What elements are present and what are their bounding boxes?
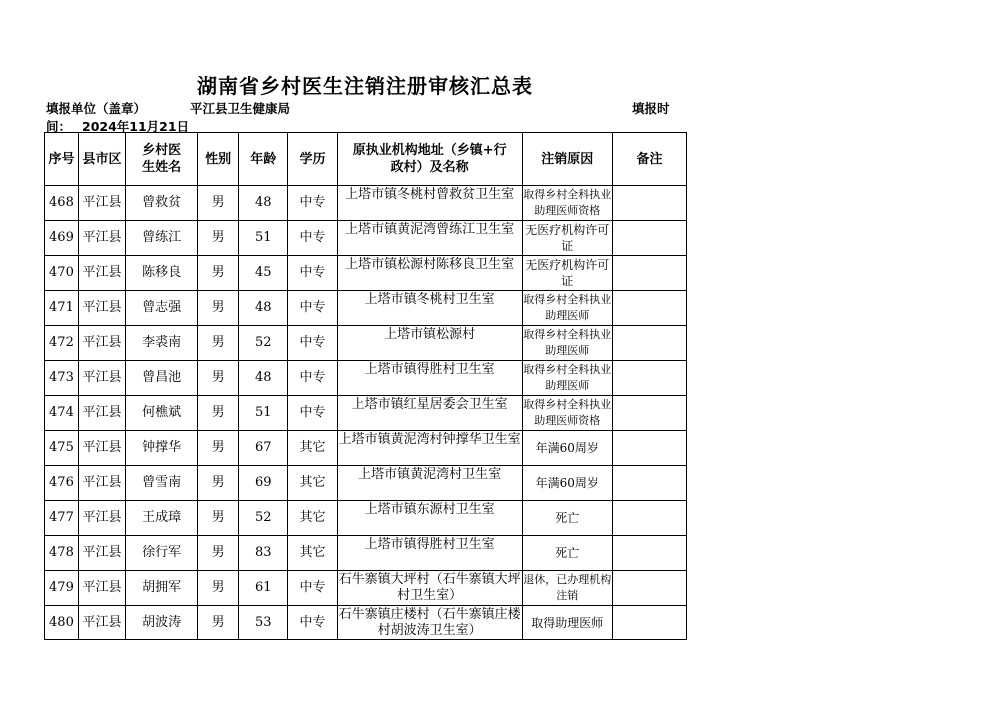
cell-edu: 中专 <box>288 606 337 640</box>
header-edu: 学历 <box>288 133 337 186</box>
reason-text: 取得乡村全科执业助理医师 <box>523 293 612 322</box>
reason-text: 取得乡村全科执业助理医师资格 <box>523 398 612 427</box>
reason-text: 死亡 <box>555 546 580 560</box>
cell-county: 平江县 <box>78 396 125 431</box>
reason-text: 无医疗机构许可证 <box>525 223 610 253</box>
cell-seq: 477 <box>45 501 79 536</box>
cell-addr <box>337 291 522 326</box>
header-note: 备注 <box>612 133 686 186</box>
addr-text: 上塔市镇得胜村卫生室 <box>364 362 495 377</box>
cell-edu: 中专 <box>288 571 337 606</box>
table-row <box>45 326 687 361</box>
addr-text: 石牛寨镇大坪村（石牛寨镇大坪村卫生室） <box>338 572 521 603</box>
cell-addr <box>337 606 522 640</box>
cell-gender: 男 <box>198 396 239 431</box>
cell-age: 52 <box>239 326 288 361</box>
cell-reason <box>522 256 612 291</box>
addr-text: 上塔市镇得胜村卫生室 <box>364 537 495 552</box>
cell-age: 51 <box>239 221 288 256</box>
cell-seq: 475 <box>45 431 79 466</box>
deregistration-table <box>44 132 687 640</box>
reason-text: 取得乡村全科执业助理医师 <box>523 363 612 392</box>
reason-text: 退休，已办理机构注销 <box>523 573 612 602</box>
cell-name: 曾昌池 <box>126 361 198 396</box>
cell-age: 52 <box>239 501 288 536</box>
cell-edu: 中专 <box>288 291 337 326</box>
cell-edu: 中专 <box>288 361 337 396</box>
reason-text: 取得乡村全科执业助理医师 <box>523 328 612 357</box>
addr-text: 石牛寨镇庄楼村（石牛寨镇庄楼村胡波涛卫生室） <box>338 606 521 638</box>
cell-age: 48 <box>239 186 288 221</box>
cell-county: 平江县 <box>78 536 125 571</box>
header-age: 年龄 <box>239 133 288 186</box>
cell-note <box>612 536 686 571</box>
cell-edu: 中专 <box>288 256 337 291</box>
cell-seq: 468 <box>45 186 79 221</box>
time-label: 填报时 <box>632 101 670 116</box>
reason-text: 取得助理医师 <box>531 615 604 630</box>
cell-county: 平江县 <box>78 221 125 256</box>
cell-county: 平江县 <box>78 431 125 466</box>
header-name-text: 乡村医生姓名 <box>142 143 182 175</box>
cell-county: 平江县 <box>78 466 125 501</box>
cell-seq: 470 <box>45 256 79 291</box>
cell-age: 67 <box>239 431 288 466</box>
cell-edu: 中专 <box>288 396 337 431</box>
header-name <box>126 133 198 186</box>
reason-text: 无医疗机构许可证 <box>525 258 610 288</box>
cell-gender: 男 <box>198 536 239 571</box>
page-title: 湖南省乡村医生注销注册审核汇总表 <box>197 74 533 98</box>
reason-text: 取得乡村全科执业助理医师资格 <box>523 188 612 217</box>
cell-name: 陈移良 <box>126 256 198 291</box>
cell-note <box>612 606 686 640</box>
cell-reason <box>522 361 612 396</box>
cell-age: 83 <box>239 536 288 571</box>
report-date: 2024年11月21日 <box>82 119 190 134</box>
cell-addr <box>337 431 522 466</box>
cell-gender: 男 <box>198 326 239 361</box>
addr-text: 上塔市镇松源村 <box>384 327 476 342</box>
cell-name: 胡拥军 <box>126 571 198 606</box>
table-row <box>45 606 687 640</box>
table-row <box>45 501 687 536</box>
cell-addr <box>337 501 522 536</box>
addr-text: 上塔市镇黄泥湾村钟撑华卫生室 <box>338 432 521 447</box>
cell-edu: 其它 <box>288 536 337 571</box>
cell-age: 48 <box>239 291 288 326</box>
cell-reason <box>522 396 612 431</box>
cell-county: 平江县 <box>78 571 125 606</box>
cell-addr <box>337 466 522 501</box>
cell-name: 曾雪南 <box>126 466 198 501</box>
cell-addr <box>337 536 522 571</box>
cell-seq: 469 <box>45 221 79 256</box>
cell-addr <box>337 326 522 361</box>
cell-edu: 其它 <box>288 431 337 466</box>
cell-note <box>612 256 686 291</box>
cell-reason <box>522 571 612 606</box>
cell-note <box>612 186 686 221</box>
cell-reason <box>522 186 612 221</box>
table-row <box>45 536 687 571</box>
cell-county: 平江县 <box>78 361 125 396</box>
cell-note <box>612 361 686 396</box>
table-row <box>45 431 687 466</box>
table-row <box>45 396 687 431</box>
cell-edu: 中专 <box>288 326 337 361</box>
cell-addr <box>337 221 522 256</box>
cell-gender: 男 <box>198 256 239 291</box>
table-row <box>45 291 687 326</box>
cell-note <box>612 326 686 361</box>
cell-county: 平江县 <box>78 606 125 640</box>
addr-text: 上塔市镇东源村卫生室 <box>364 502 495 517</box>
cell-gender: 男 <box>198 501 239 536</box>
table-row <box>45 221 687 256</box>
reason-text: 年满60周岁 <box>535 476 599 490</box>
cell-gender: 男 <box>198 361 239 396</box>
header-row <box>45 133 687 186</box>
cell-seq: 473 <box>45 361 79 396</box>
cell-gender: 男 <box>198 466 239 501</box>
cell-note <box>612 431 686 466</box>
reason-text: 死亡 <box>555 511 580 525</box>
cell-edu: 其它 <box>288 501 337 536</box>
addr-text: 上塔市镇红星居委会卫生室 <box>351 397 508 412</box>
cell-addr <box>337 396 522 431</box>
cell-seq: 480 <box>45 606 79 640</box>
cell-name: 李裘南 <box>126 326 198 361</box>
cell-seq: 476 <box>45 466 79 501</box>
cell-name: 曾练江 <box>126 221 198 256</box>
cell-county: 平江县 <box>78 501 125 536</box>
cell-reason <box>522 501 612 536</box>
cell-note <box>612 396 686 431</box>
cell-note <box>612 501 686 536</box>
cell-gender: 男 <box>198 571 239 606</box>
cell-name: 胡波涛 <box>126 606 198 640</box>
addr-text: 上塔市镇松源村陈移良卫生室 <box>345 257 515 272</box>
reason-text: 年满60周岁 <box>535 441 599 455</box>
cell-name: 曾救贫 <box>126 186 198 221</box>
cell-reason <box>522 606 612 640</box>
cell-gender: 男 <box>198 606 239 640</box>
cell-name: 徐行军 <box>126 536 198 571</box>
cell-edu: 其它 <box>288 466 337 501</box>
table-row <box>45 186 687 221</box>
cell-age: 45 <box>239 256 288 291</box>
cell-note <box>612 571 686 606</box>
cell-reason <box>522 221 612 256</box>
header-gender: 性别 <box>198 133 239 186</box>
cell-county: 平江县 <box>78 326 125 361</box>
cell-edu: 中专 <box>288 221 337 256</box>
cell-county: 平江县 <box>78 186 125 221</box>
cell-name: 曾志强 <box>126 291 198 326</box>
cell-county: 平江县 <box>78 291 125 326</box>
cell-name: 王成璋 <box>126 501 198 536</box>
addr-text: 上塔市镇黄泥湾曾练江卫生室 <box>345 222 515 237</box>
cell-edu: 中专 <box>288 186 337 221</box>
header-addr <box>337 133 522 186</box>
cell-age: 69 <box>239 466 288 501</box>
time-label-continued: 间： <box>46 119 72 134</box>
cell-seq: 478 <box>45 536 79 571</box>
cell-gender: 男 <box>198 291 239 326</box>
cell-addr <box>337 256 522 291</box>
cell-name: 何樵斌 <box>126 396 198 431</box>
cell-seq: 471 <box>45 291 79 326</box>
unit-value: 平江县卫生健康局 <box>190 101 291 116</box>
cell-addr <box>337 186 522 221</box>
table-row <box>45 571 687 606</box>
cell-gender: 男 <box>198 431 239 466</box>
header-seq: 序号 <box>45 133 79 186</box>
cell-addr <box>337 361 522 396</box>
addr-text: 上塔市镇冬桃村卫生室 <box>364 292 495 307</box>
cell-reason <box>522 326 612 361</box>
cell-reason <box>522 536 612 571</box>
unit-label: 填报单位（盖章） <box>46 101 147 116</box>
cell-gender: 男 <box>198 186 239 221</box>
cell-note <box>612 291 686 326</box>
cell-seq: 474 <box>45 396 79 431</box>
table-row <box>45 466 687 501</box>
cell-name: 钟撑华 <box>126 431 198 466</box>
cell-county: 平江县 <box>78 256 125 291</box>
cell-age: 48 <box>239 361 288 396</box>
cell-seq: 472 <box>45 326 79 361</box>
addr-text: 上塔市镇冬桃村曾救贫卫生室 <box>345 187 515 202</box>
cell-gender: 男 <box>198 221 239 256</box>
table-row <box>45 361 687 396</box>
cell-reason <box>522 291 612 326</box>
cell-addr <box>337 571 522 606</box>
header-addr-text: 原执业机构地址（乡镇+行政村）及名称 <box>352 143 507 175</box>
cell-age: 53 <box>239 606 288 640</box>
addr-text: 上塔市镇黄泥湾村卫生室 <box>358 467 502 482</box>
cell-age: 61 <box>239 571 288 606</box>
table-row <box>45 256 687 291</box>
cell-reason <box>522 431 612 466</box>
header-county: 县市区 <box>78 133 125 186</box>
cell-note <box>612 221 686 256</box>
cell-seq: 479 <box>45 571 79 606</box>
cell-age: 51 <box>239 396 288 431</box>
header-reason: 注销原因 <box>522 133 612 186</box>
cell-note <box>612 466 686 501</box>
cell-reason <box>522 466 612 501</box>
